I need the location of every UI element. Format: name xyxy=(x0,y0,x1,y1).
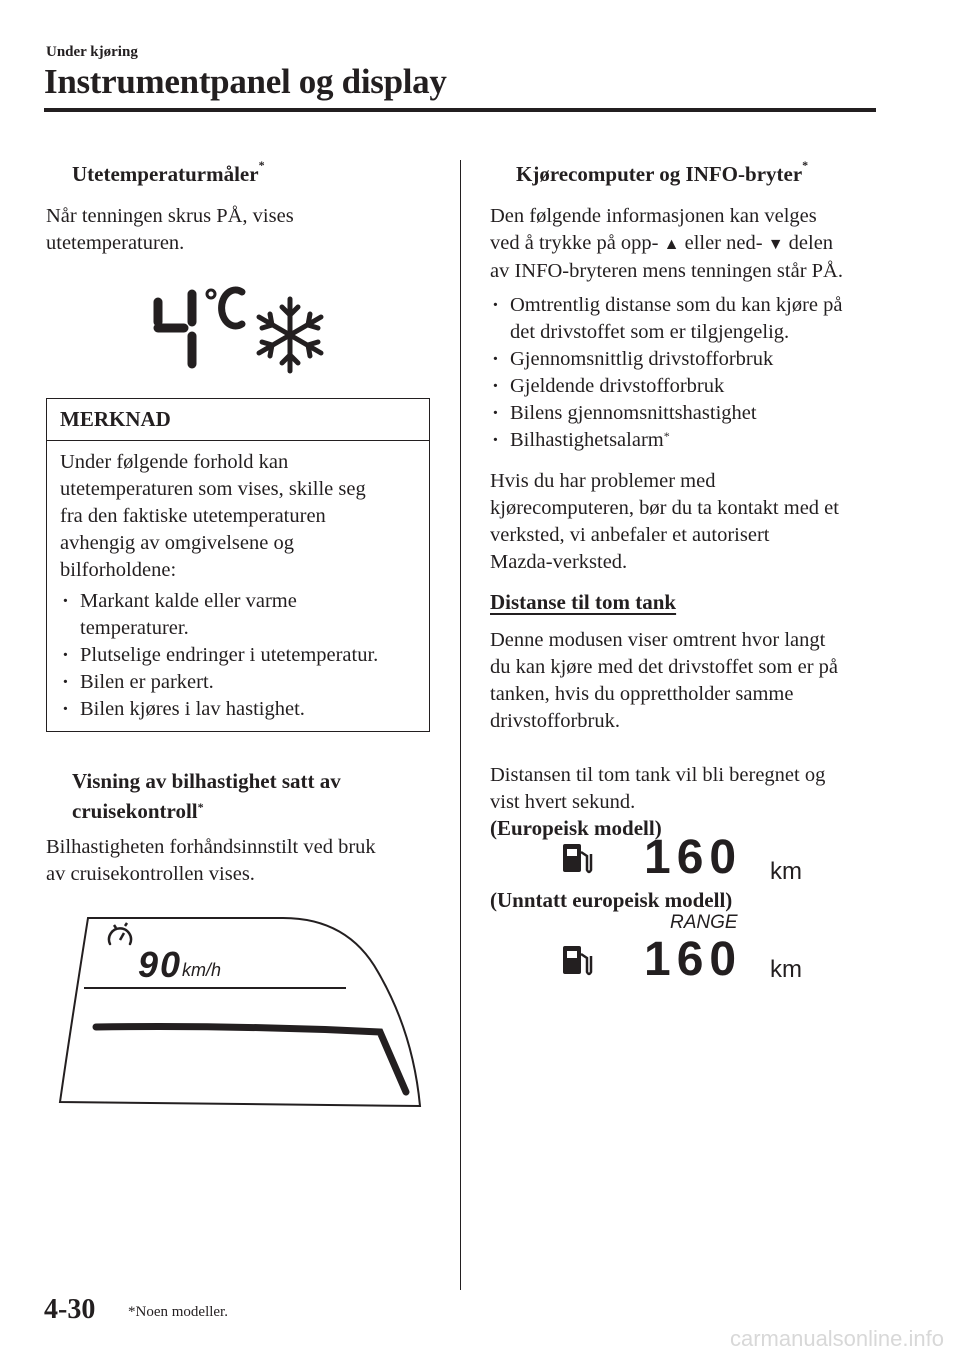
cruise-control-icon xyxy=(109,923,131,944)
range-heading: Distanse til tom tank xyxy=(490,590,677,614)
celsius-symbol xyxy=(222,290,242,326)
watermark: carmanualsonline.info xyxy=(729,1326,944,1351)
cruise-body: Bilhastigheten forhåndsinnstilt ved bruk av cruisekontrollen vises. xyxy=(46,836,376,885)
fuel-pump-icon xyxy=(560,840,596,885)
title-rule xyxy=(44,108,876,112)
trip-bullet: · Bilens gjennomsnittshastighet xyxy=(490,400,843,427)
fuel-pump-icon xyxy=(560,942,596,987)
range-label: RANGE xyxy=(670,912,738,933)
range-unit: km xyxy=(770,858,802,885)
snowflake-icon xyxy=(259,299,321,371)
cruise-speed-value: 90 xyxy=(138,944,183,985)
cruise-display xyxy=(58,912,428,1112)
cruise-heading: Visning av bilhastighet satt av cruisekontroll* xyxy=(72,769,341,823)
trip-bullet: · Gjennomsnittlig drivstofforbruk xyxy=(490,346,843,373)
euro-label: (Europeisk modell) xyxy=(490,816,662,840)
note-box xyxy=(46,398,430,732)
range-body: Denne modusen viser omtrent hvor langt du kan kjøre med det drivstoffet som er på tanken, hvis du opprettholder samme drivstofforbruk. xyxy=(490,629,839,732)
trip-bullets xyxy=(490,292,843,454)
outside-temp-heading: Utetemperaturmåler* xyxy=(72,158,265,186)
trip-bullet: · Omtrentlig distanse som du kan kjøre på det drivstoffet som er tilgjengelig. xyxy=(490,292,843,346)
display-frame xyxy=(60,918,420,1106)
non-euro-label: (Unntatt europeisk modell) xyxy=(490,888,733,912)
range-unit: km xyxy=(770,956,802,983)
trip-intro: Den følgende informasjonen kan velges ved å trykke på opp- ▲ eller ned- ▼ delen av INFO-bryteren mens tenningen står PÅ. xyxy=(490,205,843,282)
range-body-2: Distansen til tom tank vil bli beregnet og vist hvert sekund. xyxy=(490,764,826,813)
cruise-speed-unit: km/h xyxy=(182,960,222,980)
note-title: MERKNAD xyxy=(47,399,429,441)
note-bullet: · Plutselige endringer i utetemperatur. xyxy=(60,642,429,669)
degree-symbol xyxy=(207,290,215,298)
page-number: 4-30 xyxy=(44,1294,96,1325)
section-label: Under kjøring xyxy=(46,44,138,60)
range-value: 160 xyxy=(644,933,743,986)
column-divider xyxy=(460,160,461,1290)
outside-temp-body: Når tenningen skrus PÅ, vises utetemperaturen. xyxy=(46,205,294,254)
display-bar xyxy=(96,1027,406,1092)
note-bullet: · Markant kalde eller varme temperaturer. xyxy=(60,588,429,642)
trip-bullet: · Bilhastighetsalarm* xyxy=(490,427,843,454)
trip-bullet: · Gjeldende drivstofforbruk xyxy=(490,373,843,400)
note-bullet: · Bilen er parkert. xyxy=(60,669,429,696)
footnote: *Noen modeller. xyxy=(128,1304,228,1320)
trip-contact: Hvis du har problemer med kjørecomputeren, bør du ta kontakt med et verksted, vi anbefaler et autorisert Mazda-verksted. xyxy=(490,470,839,573)
outside-temp-display xyxy=(150,280,340,380)
trip-heading: Kjørecomputer og INFO-bryter* xyxy=(516,158,809,186)
note-bullet: · Bilen kjøres i lav hastighet. xyxy=(60,696,429,723)
note-body: Under følgende forhold kan utetemperaturen som vises, skille seg fra den faktiske utetemperaturen avhengig av omgivelsene og bilforholdene: xyxy=(60,451,366,581)
page-title: Instrumentpanel og display xyxy=(44,62,447,101)
up-arrow-icon: ▲ xyxy=(663,236,680,253)
range-value: 160 xyxy=(644,831,743,884)
down-arrow-icon: ▼ xyxy=(767,236,784,253)
temp-digit-4 xyxy=(158,294,192,364)
